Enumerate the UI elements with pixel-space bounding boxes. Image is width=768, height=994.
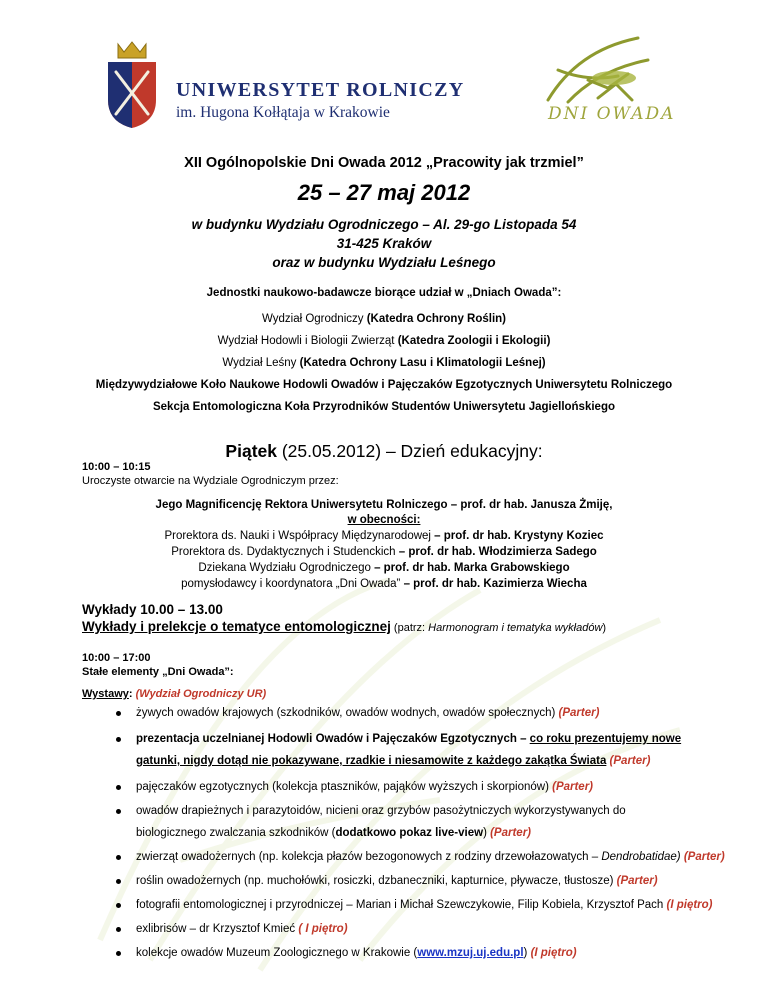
unit-club-line: Międzywydziałowe Koło Naukowe Hodowli Owadów i Pajęczaków Egzotycznych Uniwersytetu Rolniczego: [95, 379, 673, 391]
guest-line: Prorektora ds. Nauki i Współpracy Międzynarodowej – prof. dr hab. Krystyny Koziec: [164, 530, 604, 542]
university-name: UNIWERSYTET ROLNICZY: [176, 79, 465, 101]
lectures-subheading: Wykłady i prelekcje o tematyce entomologicznej (patrz: Harmonogram i tematyka wykładów): [82, 619, 607, 634]
document-page: UNIWERSYTET ROLNICZY im. Hugona Kołłątaja w Krakowie DNI OWADA XII Ogólnopolskie Dni Owada 2012 „Pracowity jak trzmiel” 25 – 27 maj 2012 w budynku Wydziału Ogrodniczego – Al. 29-go Listopada 54 31-425 Kraków oraz w budynku Wydziału Leśnego Jednostki naukowo-badawcze biorące udział w „Dniach Owada”: Wydział Ogrodniczy (Katedra Ochrony Roślin) Wydział Hodowli i Biologii Zwierząt (Katedra Zoologii i Ekologii) Wydział Leśny (Katedra Ochrony Lasu i Klimatologii Leśnej) Międzywydziałowe Koło Naukowe Hodowli Owadów i Pajęczaków Egzotycznych Uniwersytetu Rolniczego Sekcja Entomologiczna Koła Przyrodników Studentów Uniwersytetu Jagiellońskiego Piątek (25.05.2012) – Dzień edukacyjny: 10:00 – 10:15 Uroczyste otwarcie na Wydziale Ogrodniczym przez: Jego Magnificencję Rektora Uniwersytetu Rolniczego – prof. dr hab. Janusza Żmiję, w obecności: Prorektora ds. Nauki i Współpracy Międzynarodowej – prof. dr hab. Krystyny Koziec Prorektora ds. Dydaktycznych i Studenckich – prof. dr hab. Włodzimierza Sadego Dziekana Wydziału Ogrodniczego – prof. dr hab. Marka Grabowskiego pomysłodawcy i koordynatora „Dni Owada” – prof. dr hab. Kazimierza Wiecha Wykłady 10.00 – 13.00 Wykłady i prelekcje o tematyce entomologicznej (patrz: Harmonogram i tematyka wykładów) 10:00 – 17:00 Stałe elementy „Dni Owada”: Wystawy: (Wydział Ogrodniczy UR) żywych owadów krajowych (szkodników, owadów wodnych, owadów społecznych) (Parter) prezentacja uczelnianej Hodowli Owadów i Pajęczaków Egzotycznych – co roku prezentujemy nowe gatunki, nigdy dotąd nie pokazywane, rzadkie i niesamowite z każdego zakątka Świata (Parter) pajęczaków egzotycznych (kolekcja ptaszników, pająków wyższych i skorpionów) (Parter) owadów drapieżnych i parazytoidów, nicieni oraz grzybów pasożytniczych wykorzystywanych do biologicznego zwalczania szkodników (dodatkowo pokaz live-view) (Parter) zwierząt owadożernych (np. kolekcja płazów bezogonowych z rodziny drzewołazowatych – Dendrobatidae) (Parter) roślin owadożernych (np. muchołówki, rosiczki, dzbaneczniki, kapturnice, pływacze, tłustosze) (Parter) fotografii entomologicznej i przyrodniczej – Marian i Michał Szewczykowie, Filip Kobiela, Krzysztof Pach (I piętro) exlibrisów – dr Krzysztof Kmieć ( I piętro) kolekcje owadów Muzeum Zoologicznego w Krakowie (www.mzuj.uj.edu.pl) (I piętro): [0, 0, 768, 994]
units-heading: Jednostki naukowo-badawcze biorące udział w „Dniach Owada”:: [206, 287, 562, 299]
permanent-time: 10:00 – 17:00: [82, 652, 151, 664]
guest-line: Prorektora ds. Dydaktycznych i Studenckich – prof. dr hab. Włodzimierza Sadego: [171, 546, 597, 558]
museum-link[interactable]: www.mzuj.uj.edu.pl: [417, 947, 524, 959]
permanent-label: Stałe elementy „Dni Owada”:: [82, 666, 234, 678]
bullet-icon: [116, 879, 121, 884]
event-title: XII Ogólnopolskie Dni Owada 2012 „Pracowity jak trzmiel”: [184, 155, 584, 171]
unit-item: Wydział Leśny (Katedra Ochrony Lasu i Klimatologii Leśnej): [222, 357, 546, 369]
friday-heading: Piątek (25.05.2012) – Dzień edukacyjny:: [225, 441, 543, 461]
event-dates: 25 – 27 maj 2012: [297, 180, 471, 205]
bullet-icon: [116, 809, 121, 814]
bullet-icon: [116, 737, 121, 742]
guest-line: pomysłodawcy i koordynatora „Dni Owada” – prof. dr hab. Kazimierza Wiecha: [181, 578, 587, 590]
guest-line: Dziekana Wydziału Ogrodniczego – prof. dr hab. Marka Grabowskiego: [198, 562, 570, 574]
opening-time: 10:00 – 10:15: [82, 461, 151, 473]
bullet-icon: [116, 711, 121, 716]
bullet-icon: [116, 903, 121, 908]
unit-item: Wydział Ogrodniczy (Katedra Ochrony Roślin): [261, 313, 507, 325]
rector-line: Jego Magnificencję Rektora Uniwersytetu Rolniczego – prof. dr hab. Janusza Żmiję,: [155, 499, 613, 511]
exhibits-label: Wystawy: (Wydział Ogrodniczy UR): [82, 688, 267, 700]
address-line-3: oraz w budynku Wydziału Leśnego: [272, 255, 496, 270]
friday-day: Piątek: [225, 441, 277, 461]
unit-item: Wydział Hodowli i Biologii Zwierząt (Katedra Zoologii i Ekologii): [217, 335, 551, 347]
bullet-icon: [116, 951, 121, 956]
lectures-heading: Wykłady 10.00 – 13.00: [82, 602, 223, 617]
presence-line: w obecności:: [347, 514, 421, 526]
address-line-2: 31-425 Kraków: [336, 236, 432, 251]
event-logo-text: DNI OWADA: [548, 104, 676, 124]
unit-section-line: Sekcja Entomologiczna Koła Przyrodników Studentów Uniwersytetu Jagiellońskiego: [152, 401, 615, 413]
opening-desc: Uroczyste otwarcie na Wydziale Ogrodniczym przez:: [82, 475, 339, 487]
address-line-1: w budynku Wydziału Ogrodniczego – Al. 29-go Listopada 54: [191, 217, 577, 232]
university-crest-icon: [104, 40, 160, 130]
bullet-icon: [116, 855, 121, 860]
university-subtitle: im. Hugona Kołłątaja w Krakowie: [176, 104, 390, 121]
bullet-icon: [116, 785, 121, 790]
bullet-icon: [116, 927, 121, 932]
